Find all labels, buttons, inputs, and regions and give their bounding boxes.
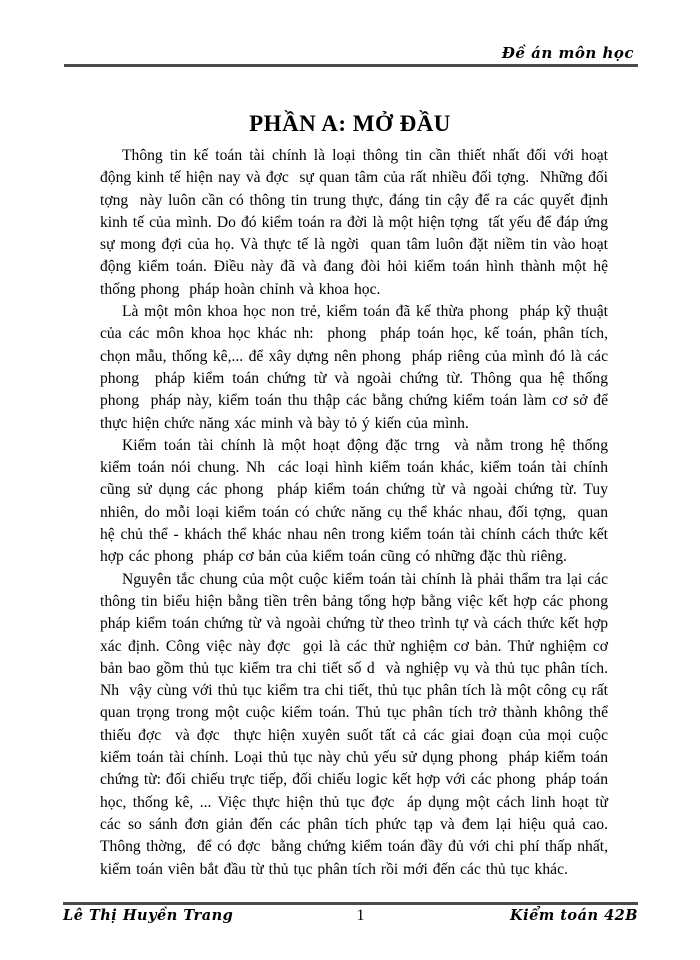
footer-author: Lê Thị Huyền Trang	[63, 907, 234, 924]
paragraph: Là một môn khoa học non trẻ, kiểm toán đã kế thừa phong pháp kỹ thuật của các môn khoa học khác nh: phong pháp toán học, kế toán, phân tích, chọn mẫu, thống kê,... để xây dựng nên phong pháp riêng của mình đó là các phong pháp kiểm toán chứng từ và ngoài chứng từ. Thông qua hệ thống phong pháp này, kiểm toán thu thập các bằng chứng kiểm toán làm cơ sở để thực hiện chức năng xác minh và bày tỏ ý kiến của mình.	[100, 303, 613, 432]
paragraph: Nguyên tắc chung của một cuộc kiểm toán tài chính là phải thẩm tra lại các thông tin biểu hiện bằng tiền trên bảng tổng hợp bằng việc kết hợp các phong pháp kiểm toán chứng từ và ngoài chứng từ theo trình tự và cách thức kết hợp xác định. Công việc này đợc gọi là các thử nghiệm cơ bản. Thử nghiệm cơ bản bao gồm thủ tục kiểm tra chi tiết số d và nghiệp vụ và thủ tục phân tích. Nh vậy cùng với thủ tục kiểm tra chi tiết, thủ tục phân tích là một công cụ rất quan trọng trong một cuộc kiểm toán. Thủ tục phân tích trở thành không thể thiếu đợc và đợc thực hiện xuyên suốt tất cả các giai đoạn của mọi cuộc kiểm toán tài chính. Loại thủ tục này chủ yếu sử dụng phong pháp kiểm toán chứng từ: đối chiếu trực tiếp, đối chiếu logic kết hợp với các phong pháp toán học, thống kê, ... Việc thực hiện thủ tục đợc áp dụng một cách linh hoạt từ các so sánh đơn giản đến các phân tích phức tạp và đem lại hiệu quả cao. Thông thờng, để có đợc bằng chứng kiểm toán đầy đủ với chi phí thấp nhất, kiểm toán viên bắt đầu từ thủ tục phân tích rồi mới đến các thủ tục khác.	[100, 570, 613, 878]
footer-class-name: Kiểm toán 42B	[509, 907, 638, 924]
paragraph: Kiểm toán tài chính là một hoạt động đặc trng và nằm trong hệ thống kiểm toán nói chung. Nh các loại hình kiểm toán khác, kiểm toán tài chính cũng sử dụng các phong pháp kiểm toán chứng từ và ngoài chứng từ. Tuy nhiên, do mỗi loại kiểm toán có chức năng cụ thể khác nhau, đối tợng, quan hệ chủ thể - khách thể khác nhau nên trong kiểm toán tài chính cách thức kết hợp các phong pháp cơ bản của kiểm toán cũng có những đặc thù riêng.	[100, 436, 613, 566]
page-footer	[63, 902, 638, 925]
page-header	[64, 44, 638, 67]
header-course-label: Đề án môn học	[501, 44, 634, 62]
document-body	[100, 145, 613, 881]
page-title: PHẦN A: MỞ ĐẦU	[249, 111, 451, 136]
paragraph: Thông tin kế toán tài chính là loại thông tin cần thiết nhất đối với hoạt động kinh tế hiện nay và đợc sự quan tâm của rất nhiều đối tợng. Những đối tợng này luôn cần có thông tin trung thực, đáng tin cậy để ra các quyết định kinh tế của mình. Do đó kiểm toán ra đời là một hiện tợng tất yếu để đáp ứng sự mong đợi của họ. Và thực tế là ngời quan tâm luôn đặt niềm tin vào hoạt động kiểm toán. Điều này đã và đang đòi hỏi kiểm toán hình thành một hệ thống phong pháp hoàn chỉnh và khoa học.	[100, 147, 613, 298]
footer-page-number: 1	[356, 907, 365, 924]
